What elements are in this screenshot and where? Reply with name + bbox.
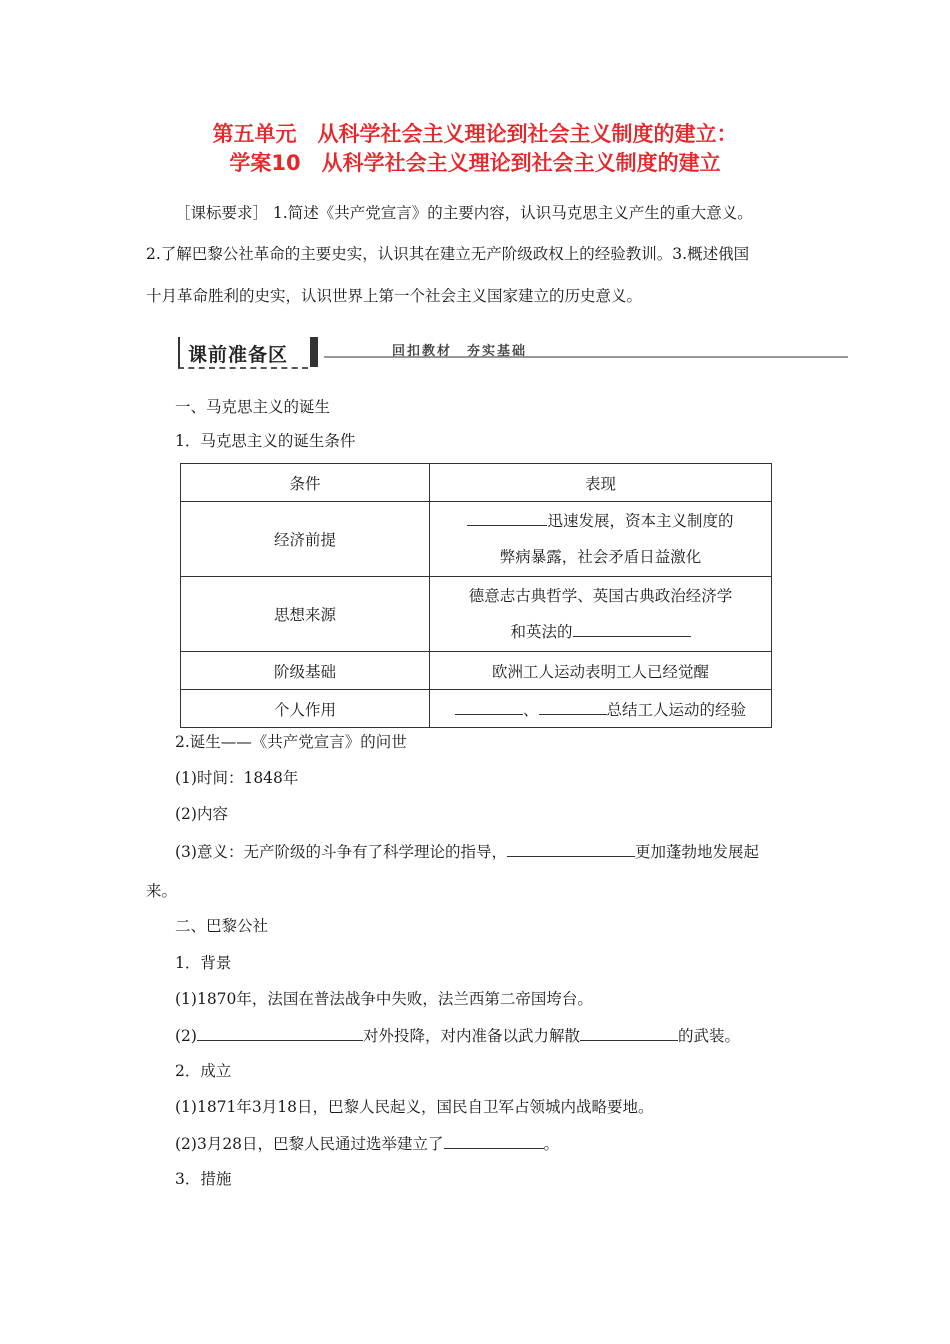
section2-item2: 2．成立 xyxy=(175,1062,232,1080)
table-cell-performance xyxy=(430,577,772,652)
table-cell-performance xyxy=(430,502,772,577)
banner-label: 课前准备区 xyxy=(188,344,289,366)
banner-bar xyxy=(310,337,318,367)
section2-item1-2 xyxy=(175,1024,740,1047)
fill-blank[interactable] xyxy=(580,1024,678,1041)
table-header-row xyxy=(181,464,772,502)
section2-item2-2 xyxy=(175,1132,559,1155)
table-cell-performance xyxy=(430,690,772,728)
fill-blank[interactable] xyxy=(455,698,523,715)
conditions-table xyxy=(180,463,772,728)
section2-item2-1: (1)1871年3月18日，巴黎人民起义，国民自卫军占领城内战略要地。 xyxy=(175,1098,654,1116)
cell-text: 迅速发展，资本主义制度的 xyxy=(547,512,734,530)
banner-label-box xyxy=(178,337,308,369)
table-row xyxy=(181,577,772,652)
cell-text: 、 xyxy=(522,700,539,719)
text-segment: 。 xyxy=(543,1135,560,1153)
lesson-title: 学案10 从科学社会主义理论到社会主义制度的建立 xyxy=(229,151,721,175)
section2-item1: 1．背景 xyxy=(175,954,232,972)
fill-blank[interactable] xyxy=(197,1024,363,1041)
section1-item1: 1．马克思主义的诞生条件 xyxy=(175,432,356,450)
table-cell-condition: 阶级基础 xyxy=(181,652,430,690)
fill-blank[interactable] xyxy=(507,840,635,857)
text-segment: (2)3月28日，巴黎人民通过选举建立了 xyxy=(175,1135,444,1153)
cell-text: 德意志古典哲学、英国古典政治经济学 xyxy=(468,587,733,605)
section2-item1-1: (1)1870年，法国在普法战争中失败，法兰西第二帝国垮台。 xyxy=(175,990,593,1008)
text-segment: 对外投降，对内准备以武力解散 xyxy=(362,1027,580,1045)
text-segment: 更加蓬勃地发展起 xyxy=(634,843,759,861)
unit-title: 第五单元 从科学社会主义理论到社会主义制度的建立： xyxy=(212,122,738,146)
banner-subtitle: 回扣教材 夯实基础 xyxy=(392,344,528,359)
text-segment: (2) xyxy=(175,1027,197,1045)
section1-item2-3 xyxy=(175,840,759,863)
section1-item2-3-cont: 来。 xyxy=(146,882,178,900)
table-header-condition: 条件 xyxy=(181,464,430,502)
section1-item2-2: (2)内容 xyxy=(175,805,228,823)
fill-blank[interactable] xyxy=(573,620,691,637)
table-row xyxy=(181,502,772,577)
section1-item2: 2.诞生——《共产党宣言》的问世 xyxy=(175,733,407,751)
section2-heading: 二、巴黎公社 xyxy=(175,917,269,935)
fill-blank[interactable] xyxy=(467,509,547,526)
table-header-performance: 表现 xyxy=(430,464,772,502)
section2-item3: 3．措施 xyxy=(175,1170,232,1188)
cell-text: 弊病暴露，社会矛盾日益激化 xyxy=(499,548,702,566)
text-segment: (3)意义：无产阶级的斗争有了科学理论的指导， xyxy=(175,843,507,861)
cell-text: 和英法的 xyxy=(510,623,573,641)
table-row xyxy=(181,652,772,690)
table-row xyxy=(181,690,772,728)
section1-heading: 一、马克思主义的诞生 xyxy=(175,398,331,416)
cell-text: 总结工人运动的经验 xyxy=(606,700,747,719)
text-segment: 的武装。 xyxy=(677,1027,740,1045)
table-cell-performance: 欧洲工人运动表明工人已经觉醒 xyxy=(430,652,772,690)
requirements-line-1: ［课标要求］ 1.简述《共产党宣言》的主要内容，认识马克思主义产生的重大意义。 xyxy=(175,204,753,222)
fill-blank[interactable] xyxy=(444,1132,544,1149)
requirements-line-3: 十月革命胜利的史实，认识世界上第一个社会主义国家建立的历史意义。 xyxy=(146,287,643,305)
fill-blank[interactable] xyxy=(539,698,607,715)
requirements-line-2: 2.了解巴黎公社革命的主要史实，认识其在建立无产阶级政权上的经验教训。3.概述俄国 xyxy=(146,245,750,263)
section1-item2-1: (1)时间：1848年 xyxy=(175,769,299,787)
table-cell-condition: 个人作用 xyxy=(181,690,430,728)
section-banner xyxy=(178,337,848,373)
table-cell-condition: 思想来源 xyxy=(181,577,430,652)
table-cell-condition: 经济前提 xyxy=(181,502,430,577)
